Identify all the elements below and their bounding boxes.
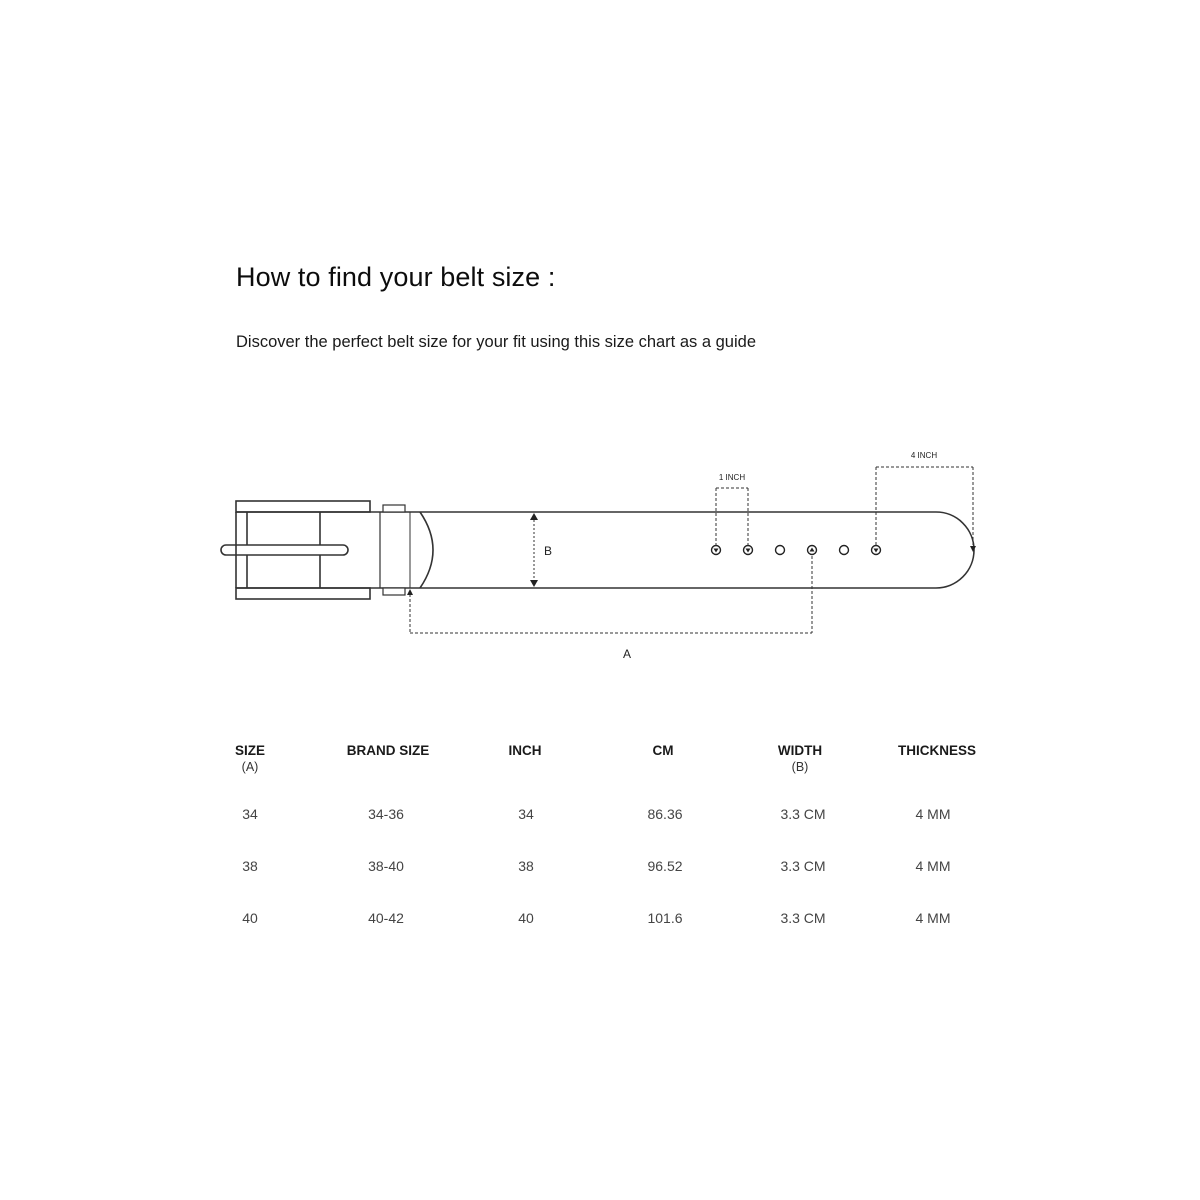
header-cm — [653, 742, 674, 759]
cell-thickness: 4 MM — [915, 858, 951, 874]
page-title: How to find your belt size : — [236, 262, 556, 292]
table-header-row — [200, 742, 1020, 802]
header-width — [778, 742, 822, 776]
page-subtitle: Discover the perfect belt size for your fit using this size chart as a guide — [236, 333, 756, 351]
table-row — [200, 806, 1020, 858]
cell-size: 38 — [242, 858, 258, 874]
cell-brand-size: 34-36 — [368, 806, 404, 822]
cell-inch: 40 — [518, 910, 534, 926]
header-width-label: WIDTH — [777, 743, 823, 758]
table-row — [200, 858, 1020, 910]
belt-holes — [712, 546, 881, 555]
cell-width: 3.3 CM — [780, 806, 826, 822]
cell-brand-size: 38-40 — [368, 858, 404, 874]
cell-width: 3.3 CM — [780, 910, 826, 926]
cell-brand-size: 40-42 — [368, 910, 404, 926]
four-inch-dimension — [876, 467, 973, 548]
header-size-sub: (A) — [241, 760, 259, 774]
header-width-sub: (B) — [791, 760, 809, 774]
cell-size: 40 — [242, 910, 258, 926]
header-brand-size-label: BRAND SIZE — [346, 743, 430, 758]
header-inch-label: INCH — [508, 743, 542, 758]
hole-1 — [712, 546, 721, 555]
cell-size: 34 — [242, 806, 258, 822]
size-chart-table — [200, 742, 1020, 962]
cell-inch: 34 — [518, 806, 534, 822]
cell-cm: 101.6 — [647, 910, 683, 926]
cell-width: 3.3 CM — [780, 858, 826, 874]
one-inch-dimension — [716, 488, 748, 545]
cell-thickness: 4 MM — [915, 806, 951, 822]
cell-cm: 86.36 — [647, 806, 683, 822]
buckle — [221, 501, 370, 599]
cell-thickness: 4 MM — [915, 910, 951, 926]
header-cm-label: CM — [652, 743, 674, 758]
hole-6 — [872, 546, 881, 555]
four-inch-label: 4 INCH — [910, 451, 938, 460]
header-thickness-label: THICKNESS — [897, 743, 977, 758]
header-inch — [509, 742, 542, 759]
hole-3 — [776, 546, 785, 555]
length-marker-label: A — [622, 647, 632, 661]
cell-cm: 96.52 — [647, 858, 683, 874]
one-inch-label: 1 INCH — [718, 473, 746, 482]
header-thickness — [898, 742, 976, 759]
hole-2 — [744, 546, 753, 555]
header-size-label: SIZE — [234, 743, 266, 758]
table-row — [200, 910, 1020, 962]
hole-5 — [840, 546, 849, 555]
header-brand-size — [347, 742, 430, 759]
hole-4 — [808, 546, 817, 555]
header-size — [235, 742, 265, 776]
width-dimension — [530, 513, 552, 587]
cell-inch: 38 — [518, 858, 534, 874]
length-dimension — [410, 556, 812, 633]
width-marker-label: B — [544, 544, 553, 558]
belt-keeper — [380, 505, 433, 595]
